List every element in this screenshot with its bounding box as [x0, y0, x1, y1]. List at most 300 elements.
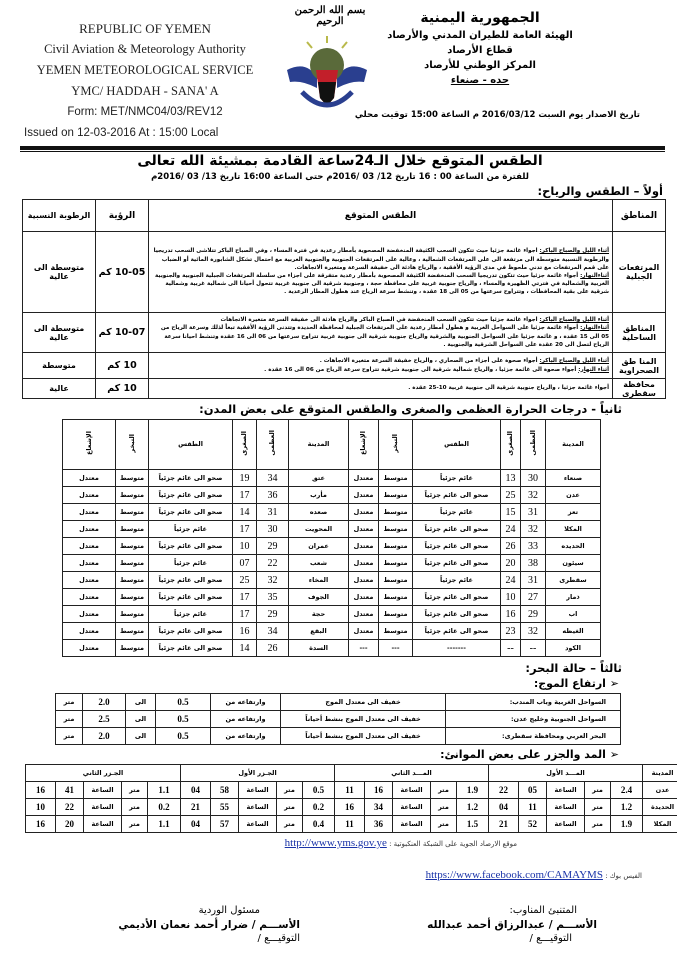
forecast-period: للفترة من الساعة 00 : 16 تاريخ 12/ 03 /2016م حتى الساعة 16:00 تاريخ 13/ 03 /2016م [151, 172, 529, 182]
hour-label: الساعة [239, 799, 277, 816]
col-max-temp-label: العظمى [268, 430, 276, 456]
forecast-day-text: أجواء غائمة جزئيا على السواحل الغربية و هطول أمطار رعدية على المرتفعات الجبلية لمحافظة الحديدة وتتدنى الرؤية الأفقية تبعاً لذلك وسرعة الرياح من 05 الى 15 عقدة ، و غائمة جزئيا على السواحل الجنوبية والشرقية والرياح جنوبية شرقية الى جنوبية غربية تتراوح سرعتها من 06 الى 16 عقدة وتنشط احيانا سرعة الرياح لتصل الى 20 عقدة على السواحل الشرقية والجنوبية . [160, 325, 609, 348]
weather-cell: صحو الى غائم جزئياً [413, 487, 501, 504]
table-row [63, 487, 601, 504]
min-temp-cell: 24 [501, 572, 521, 589]
radiation-cell: معتدل [349, 470, 379, 487]
weather-cell: صحو الى غائم جزئياً [413, 623, 501, 640]
website-label: موقع الارصاد الجوية على الشبكة العنكبوتية : [389, 840, 517, 848]
min-temp-cell: 15 [501, 504, 521, 521]
table-row [23, 232, 666, 313]
hour-label: الساعة [84, 782, 122, 799]
weather-cell: غائم جزئياً [413, 572, 501, 589]
min-temp-cell: 17 [233, 487, 257, 504]
forecast-night [152, 316, 609, 324]
forecast-night-text: اجواء غائمة جزئيا حيث تتكون السحب المنخفضة في الصباح الباكر والرياح هادئة الى خفيفة السرعة متغيرة الاتجاهات [220, 317, 540, 324]
evaporation-cell: متوسط [116, 470, 149, 487]
humidity-value: متوسطة الى عالية [23, 232, 96, 313]
hour-label: الساعة [84, 799, 122, 816]
forecast-text [149, 313, 613, 353]
forecast-night-label: أثناء الليل والصباح الباكر: [539, 317, 609, 324]
tide-col-0: المدينة [643, 765, 677, 782]
evaporation-cell: متوسط [116, 640, 149, 657]
arrow-bullet-icon: ➢ [609, 748, 619, 761]
table-header-row [63, 420, 601, 470]
tide-col-3: الجـزر الأول [181, 765, 335, 782]
max-height-cell: 2.5 [83, 711, 126, 728]
unit-label: متر [122, 816, 148, 833]
col-evaporation-label: التبخر [391, 433, 399, 453]
tide-minute: 05 [519, 782, 547, 799]
col-evaporation [116, 420, 149, 470]
weather-cell: غائم جزئياً [149, 555, 233, 572]
evaporation-cell: متوسط [379, 623, 413, 640]
max-temp-cell: 29 [257, 538, 289, 555]
weather-winds-table [22, 199, 666, 399]
col-min-temp-label: الصغرى [506, 430, 514, 456]
tide-minute: 41 [56, 782, 84, 799]
evaporation-cell: متوسط [379, 589, 413, 606]
min-height-cell: 0.5 [156, 728, 211, 745]
table-row [63, 640, 601, 657]
col-visibility: الرؤية [96, 200, 149, 232]
evaporation-cell: متوسط [379, 606, 413, 623]
col-min-temp [233, 420, 257, 470]
city-cell: مأرب [289, 487, 349, 504]
tide-height: 1.9 [457, 782, 489, 799]
min-temp-cell: 26 [501, 538, 521, 555]
region-name: المناطق الساحلية [613, 313, 666, 353]
tide-height: 1.2 [457, 799, 489, 816]
forecaster-signature [397, 904, 617, 946]
max-temp-cell: 32 [521, 521, 546, 538]
min-temp-cell: 10 [501, 589, 521, 606]
evaporation-cell: متوسط [379, 572, 413, 589]
header-divider-thin [20, 151, 665, 152]
table-row [63, 572, 601, 589]
facebook-link[interactable]: https://www.facebook.com/CAMAYMS [425, 869, 603, 881]
forecast-day-label: أثناء النهار: [578, 366, 609, 373]
tides-heading [0, 748, 677, 762]
max-temp-cell: 29 [257, 606, 289, 623]
forecast-day-text: أجواء صحوة الى غائمة جزئيا ، والرياح شمالية شرقية الى جنوبية شرقية تتراوح سرعة الرياح من 06 الى 16 عقدة . [264, 366, 579, 373]
min-temp-cell: 16 [233, 623, 257, 640]
visibility-value: 10 كم [96, 353, 149, 379]
unit-label: متر [585, 799, 611, 816]
form-number: Form: MET/NMC04/03/REV12 [67, 106, 223, 118]
issued-ar: تاريخ الاصدار يوم السبت 2016/03/12 م الساعة 15:00 توقيت محلي [354, 110, 640, 120]
visibility-value: 10 كم [96, 379, 149, 399]
tide-hour: 04 [181, 816, 211, 833]
evaporation-cell: متوسط [116, 487, 149, 504]
radiation-cell: معتدل [349, 487, 379, 504]
radiation-cell: معتدل [349, 572, 379, 589]
table-row [56, 711, 621, 728]
min-temp-cell: 25 [233, 572, 257, 589]
city-cell: عمران [289, 538, 349, 555]
city-cell: المحويت [289, 521, 349, 538]
radiation-cell: معتدل [349, 623, 379, 640]
radiation-cell: معتدل [349, 504, 379, 521]
facebook-label: الفيس بوك : [605, 872, 642, 880]
unit-label: متر [122, 782, 148, 799]
unit-label: متر [122, 799, 148, 816]
waves-heading [0, 677, 677, 691]
forecaster-title: المتنبئ المناوب: [509, 905, 577, 916]
weather-cell: صحو الى غائم جزئياً [149, 504, 233, 521]
min-height-cell: 0.5 [156, 694, 211, 711]
col-weather-label: الطقس [444, 440, 469, 448]
forecast-day [152, 366, 609, 374]
min-temp-cell: 17 [233, 606, 257, 623]
city-cell: الجوف [289, 589, 349, 606]
tide-hour: 21 [181, 799, 211, 816]
radiation-cell: معتدل [63, 504, 116, 521]
evaporation-cell: متوسط [379, 521, 413, 538]
forecast-night [152, 247, 609, 272]
table-row [63, 589, 601, 606]
region-name: محافظة سقطرى [613, 379, 666, 399]
max-temp-cell: 31 [521, 572, 546, 589]
unit-cell: متر [56, 728, 83, 745]
shift-name: الأســـم / ضرار أحمد نعمان الأديمي [118, 919, 300, 931]
tide-height: 0.5 [303, 782, 335, 799]
forecast-text [149, 379, 613, 399]
table-row [63, 470, 601, 487]
tide-minute: 16 [365, 782, 393, 799]
hour-label: الساعة [84, 816, 122, 833]
tide-height: 2.4 [611, 782, 643, 799]
weather-cell: صحو الى غائم جزئياً [149, 589, 233, 606]
weather-cell: صحو الى غائم جزئياً [149, 640, 233, 657]
to-label-cell: الى [126, 694, 156, 711]
tide-hour: 21 [489, 816, 519, 833]
min-temp-cell: 13 [501, 470, 521, 487]
tide-hour: 10 [26, 799, 56, 816]
min-temp-cell: 20 [501, 555, 521, 572]
tide-hour: 16 [335, 799, 365, 816]
table-header-row [23, 200, 666, 232]
max-temp-cell: 32 [521, 623, 546, 640]
radiation-cell: معتدل [349, 589, 379, 606]
weather-cell: صحو الى غائم جزئياً [413, 555, 501, 572]
to-label-cell: الى [126, 711, 156, 728]
region-cell: السواحل الغربية وباب المندب: [446, 694, 621, 711]
max-temp-cell: 22 [257, 555, 289, 572]
min-temp-cell: 17 [233, 589, 257, 606]
col-regions: المناطق [613, 200, 666, 232]
min-temp-cell: 10 [233, 538, 257, 555]
waves-heading-text: ارتفاع الموج: [533, 677, 606, 690]
issued-en: Issued on 12-03-2016 At : 15:00 Local [24, 127, 219, 139]
radiation-cell: معتدل [63, 623, 116, 640]
table-row [26, 816, 677, 833]
city-cell: عتق [289, 470, 349, 487]
facebook-line [0, 868, 677, 884]
evaporation-cell: متوسط [116, 555, 149, 572]
max-temp-cell: 30 [521, 470, 546, 487]
tide-city: الحديدة [643, 799, 677, 816]
region-name: المنا طق الصحراوية [613, 353, 666, 379]
wave-description-cell: خفيف الى معتدل الموج بنشط أحياناً [281, 728, 446, 745]
weather-cell: صحو الى غائم جزئياً [149, 538, 233, 555]
tide-minute: 58 [211, 782, 239, 799]
hour-label: الساعة [239, 816, 277, 833]
tide-hour: 04 [489, 799, 519, 816]
tide-minute: 36 [365, 816, 393, 833]
header-divider [20, 146, 665, 150]
city-cell: صعده [289, 504, 349, 521]
unit-label: متر [277, 782, 303, 799]
unit-cell: متر [56, 711, 83, 728]
evaporation-cell: متوسط [379, 470, 413, 487]
hour-label: الساعة [547, 799, 585, 816]
max-temp-cell: 30 [257, 521, 289, 538]
min-temp-cell: 16 [501, 606, 521, 623]
city-cell: الحديده [546, 538, 601, 555]
humidity-value: متوسطة [23, 353, 96, 379]
tide-height: 0.4 [303, 816, 335, 833]
max-temp-cell: 27 [521, 589, 546, 606]
col-weather [413, 420, 501, 470]
english-header [20, 18, 270, 144]
col-evaporation-label: التبخر [127, 433, 136, 453]
max-temp-cell: 34 [257, 623, 289, 640]
radiation-cell: معتدل [349, 555, 379, 572]
max-temp-cell: 31 [257, 504, 289, 521]
col-min-temp [501, 420, 521, 470]
website-link[interactable]: http://www.yms.gov.ye [284, 837, 387, 849]
visibility-value: 10-07 كم [96, 313, 149, 353]
ar-center: المركز الوطني للأرصاد [424, 60, 536, 71]
evaporation-cell: --- [379, 640, 413, 657]
tide-height: 0.2 [148, 799, 181, 816]
min-temp-cell: 07 [233, 555, 257, 572]
col-weather-label: الطقس [178, 440, 203, 448]
evaporation-cell: متوسط [379, 504, 413, 521]
forecast-night [152, 384, 609, 392]
tides-heading-text: المد والجزر على بعض الموانئ: [440, 748, 606, 761]
hour-label: الساعة [547, 782, 585, 799]
unit-label: متر [277, 799, 303, 816]
min-temp-cell: 25 [501, 487, 521, 504]
region-cell: البحر العربي ومحافظة سقطرى: [446, 728, 621, 745]
unit-label: متر [431, 799, 457, 816]
radiation-cell: معتدل [63, 572, 116, 589]
tide-minute: 55 [211, 799, 239, 816]
radiation-cell: معتدل [349, 538, 379, 555]
weather-cell: غائم جزئياً [413, 504, 501, 521]
region-cell: السواحل الجنوبية وخليج عدن: [446, 711, 621, 728]
table-row [56, 694, 621, 711]
en-location: YMC/ HADDAH - SANA' A [71, 84, 219, 98]
forecast-text [149, 232, 613, 313]
evaporation-cell: متوسط [116, 521, 149, 538]
humidity-value: عالية [23, 379, 96, 399]
forecast-night-text: أجواء غائمة جزئيا ، والرياح جنوبية شرقية الى جنوبية غربية 10-25 عقدة . [408, 385, 609, 392]
humidity-value: متوسطة الى عالية [23, 313, 96, 353]
col-max-temp-label: العظمى [528, 430, 537, 456]
forecast-day [152, 324, 609, 349]
tide-height: 0.2 [303, 799, 335, 816]
min-temp-cell: 19 [233, 470, 257, 487]
wave-description-cell: خفيف الى معتدل الموج بنشط أحياناً [281, 711, 446, 728]
col-city-label: المدينة [562, 440, 584, 448]
radiation-cell: --- [349, 640, 379, 657]
weather-cell: صحو الى غائم جزئياً [149, 470, 233, 487]
min-temp-cell: -- [501, 640, 521, 657]
tide-minute: 22 [56, 799, 84, 816]
tide-minute: 52 [519, 816, 547, 833]
max-temp-cell: 38 [521, 555, 546, 572]
tide-minute: 57 [211, 816, 239, 833]
evaporation-cell: متوسط [116, 606, 149, 623]
tide-height: 1.1 [148, 782, 181, 799]
max-temp-cell: 31 [521, 504, 546, 521]
forecast-night-text: اجواء غائمة جزئيا حيث تتكون السحب الكثيفة المنخفضة المصحوبة بأمطار رعدية في فترة المساء ، وفي الصباح الباكر تتلاشى السحب تدريجيا والرطوبة النسبية متوسطة الى مرتفعة الى على المرتفعات الشمالية ، وعالية على المرتفعات الجنوبية والجنوبية الغربية مع احتمال تشكل الشابورة المائية أو الضباب على قمم المرتفعات مع تدني ملحوظ في مدى الرؤية الأفقية ، والرياح هادئة الى خفيفة السرعة ومتغيرة الاتجاهات. [153, 248, 609, 271]
city-cell: المخاء [289, 572, 349, 589]
max-temp-cell: 35 [257, 589, 289, 606]
weather-cell: غائم جزئياً [149, 521, 233, 538]
radiation-cell: معتدل [63, 606, 116, 623]
max-temp-cell: -- [521, 640, 546, 657]
city-cell: الكود [546, 640, 601, 657]
signatures [0, 904, 677, 950]
page-title: الطقس المتوقع خلال الـ24ساعة القادمة بمشيئة الله تعالى [137, 153, 543, 169]
radiation-cell: معتدل [349, 606, 379, 623]
tides-table [25, 764, 677, 833]
radiation-cell: معتدل [63, 538, 116, 555]
weather-cell: صحو الى غائم جزئياً [413, 538, 501, 555]
col-city [289, 420, 349, 470]
tide-hour: 22 [489, 782, 519, 799]
weather-cell: غائم جزئياً [149, 606, 233, 623]
tide-city: عدن [643, 782, 677, 799]
tide-minute: 20 [56, 816, 84, 833]
city-cell: ذمار [546, 589, 601, 606]
ar-country: الجمهورية اليمنية [420, 10, 540, 26]
col-radiation [63, 420, 116, 470]
section3-heading [0, 661, 677, 675]
min-temp-cell: 23 [501, 623, 521, 640]
forecast-day-label: أثناءالنهار: [580, 273, 609, 279]
table-row [63, 538, 601, 555]
to-label-cell: الى [126, 728, 156, 745]
forecast-night-text: أجواء صحوة على أجزاء من الصحاري ، والرياح خفيفة السرعة متغيرة الاتجاهات . [319, 358, 540, 365]
authority-logo [282, 30, 372, 120]
wave-height-table [55, 693, 621, 745]
weather-cell: صحو الى غائم جزئياً [149, 623, 233, 640]
min-temp-cell: 14 [233, 504, 257, 521]
region-name: المرتفعات الجبلية [613, 232, 666, 313]
hour-label: الساعة [239, 782, 277, 799]
ar-authority: الهيئة العامة للطيران المدني والأرصاد [387, 30, 573, 41]
max-temp-cell: 29 [521, 606, 546, 623]
basmala: بسم الله الرحمن الرحيم [294, 5, 366, 27]
arabic-header [370, 8, 590, 88]
city-cell: اب [546, 606, 601, 623]
en-authority: Civil Aviation & Meteorology Authority [44, 42, 246, 56]
hour-label: الساعة [393, 816, 431, 833]
col-radiation [349, 420, 379, 470]
table-row [26, 799, 677, 816]
forecast-day-label: أثناءالنهار: [580, 325, 609, 332]
city-cell: حجة [289, 606, 349, 623]
section2-heading [0, 402, 677, 416]
min-temp-cell: 17 [233, 521, 257, 538]
weather-cell: صحو الى غائم جزئياً [149, 572, 233, 589]
unit-label: متر [431, 782, 457, 799]
city-cell: السدة [289, 640, 349, 657]
table-row [63, 555, 601, 572]
max-temp-cell: 32 [521, 487, 546, 504]
weather-cell: صحو الى غائم جزئياً [413, 521, 501, 538]
hour-label: الساعة [393, 799, 431, 816]
unit-label: متر [585, 782, 611, 799]
evaporation-cell: متوسط [379, 555, 413, 572]
col-city-label: المدينة [307, 440, 330, 448]
table-row [56, 728, 621, 745]
tide-height: 1.1 [148, 816, 181, 833]
table-row [23, 379, 666, 399]
evaporation-cell: متوسط [379, 538, 413, 555]
col-min-temp-label: الصغرى [240, 430, 248, 456]
city-cell: المكلا [546, 521, 601, 538]
evaporation-cell: متوسط [116, 589, 149, 606]
max-temp-cell: 36 [257, 487, 289, 504]
visibility-value: 10-05 كم [96, 232, 149, 313]
shift-title: مسئول الوردية [198, 905, 260, 916]
main-content [0, 199, 677, 950]
city-cell: سقطرى [546, 572, 601, 589]
city-cell: سيئون [546, 555, 601, 572]
min-temp-cell: 14 [233, 640, 257, 657]
forecast-night-label: أثناء الليل والصباح الباكر: [539, 358, 609, 365]
ar-location: حده - صنعاء [450, 75, 510, 86]
evaporation-cell: متوسط [116, 572, 149, 589]
city-cell: صنعاء [546, 470, 601, 487]
tide-col-4: الجـزر الثاني [26, 765, 181, 782]
min-temp-cell: 24 [501, 521, 521, 538]
weather-cell: صحو الى غائم جزئياً [413, 589, 501, 606]
max-temp-cell: 26 [257, 640, 289, 657]
unit-label: متر [431, 816, 457, 833]
forecast-day-text: أجواء غائمة جزئيا حيث تتكون تدريجيا السحب المنخفضة الكثيفة المصحوبة بأمطار رعدية متفرقة على اجزاء من سلسلة المرتفعات الجبلية الجنوبية والجنوبية الغربية والشمالية في فترتي الظهيرة والمساء ، والرياح جنوبية غربية على محافظة حجة ، وجنوبية شرقية الى جنوبية غربية تتحول أحيانا الى شمالية غربية وشمالية شرقية على بقية المحافظات ، وتتراوح سرعتها من 05 الى 18 عقدة ، وتنشط سرعة الرياح عند هطول المطار الرعدية . [155, 273, 609, 296]
city-cell: تعز [546, 504, 601, 521]
forecast-day [152, 272, 609, 297]
hour-label: الساعة [393, 782, 431, 799]
radiation-cell: معتدل [63, 589, 116, 606]
tide-hour: 11 [335, 816, 365, 833]
table-row [26, 782, 677, 799]
city-cell: عدن [546, 487, 601, 504]
radiation-cell: معتدل [63, 555, 116, 572]
max-height-cell: 2.0 [83, 694, 126, 711]
col-max-temp [521, 420, 546, 470]
wave-description-cell: خفيف الى معتدل الموج [281, 694, 446, 711]
max-temp-cell: 33 [521, 538, 546, 555]
tide-height: 1.9 [611, 816, 643, 833]
arrow-bullet-icon: ➢ [609, 677, 619, 690]
city-cell: شعب [289, 555, 349, 572]
tide-height: 1.5 [457, 816, 489, 833]
col-max-temp [257, 420, 289, 470]
shift-supervisor-signature [80, 904, 300, 946]
weather-cell: صحو الى غائم جزئياً [149, 487, 233, 504]
radiation-cell: معتدل [349, 521, 379, 538]
max-height-cell: 2.0 [83, 728, 126, 745]
col-evaporation [379, 420, 413, 470]
